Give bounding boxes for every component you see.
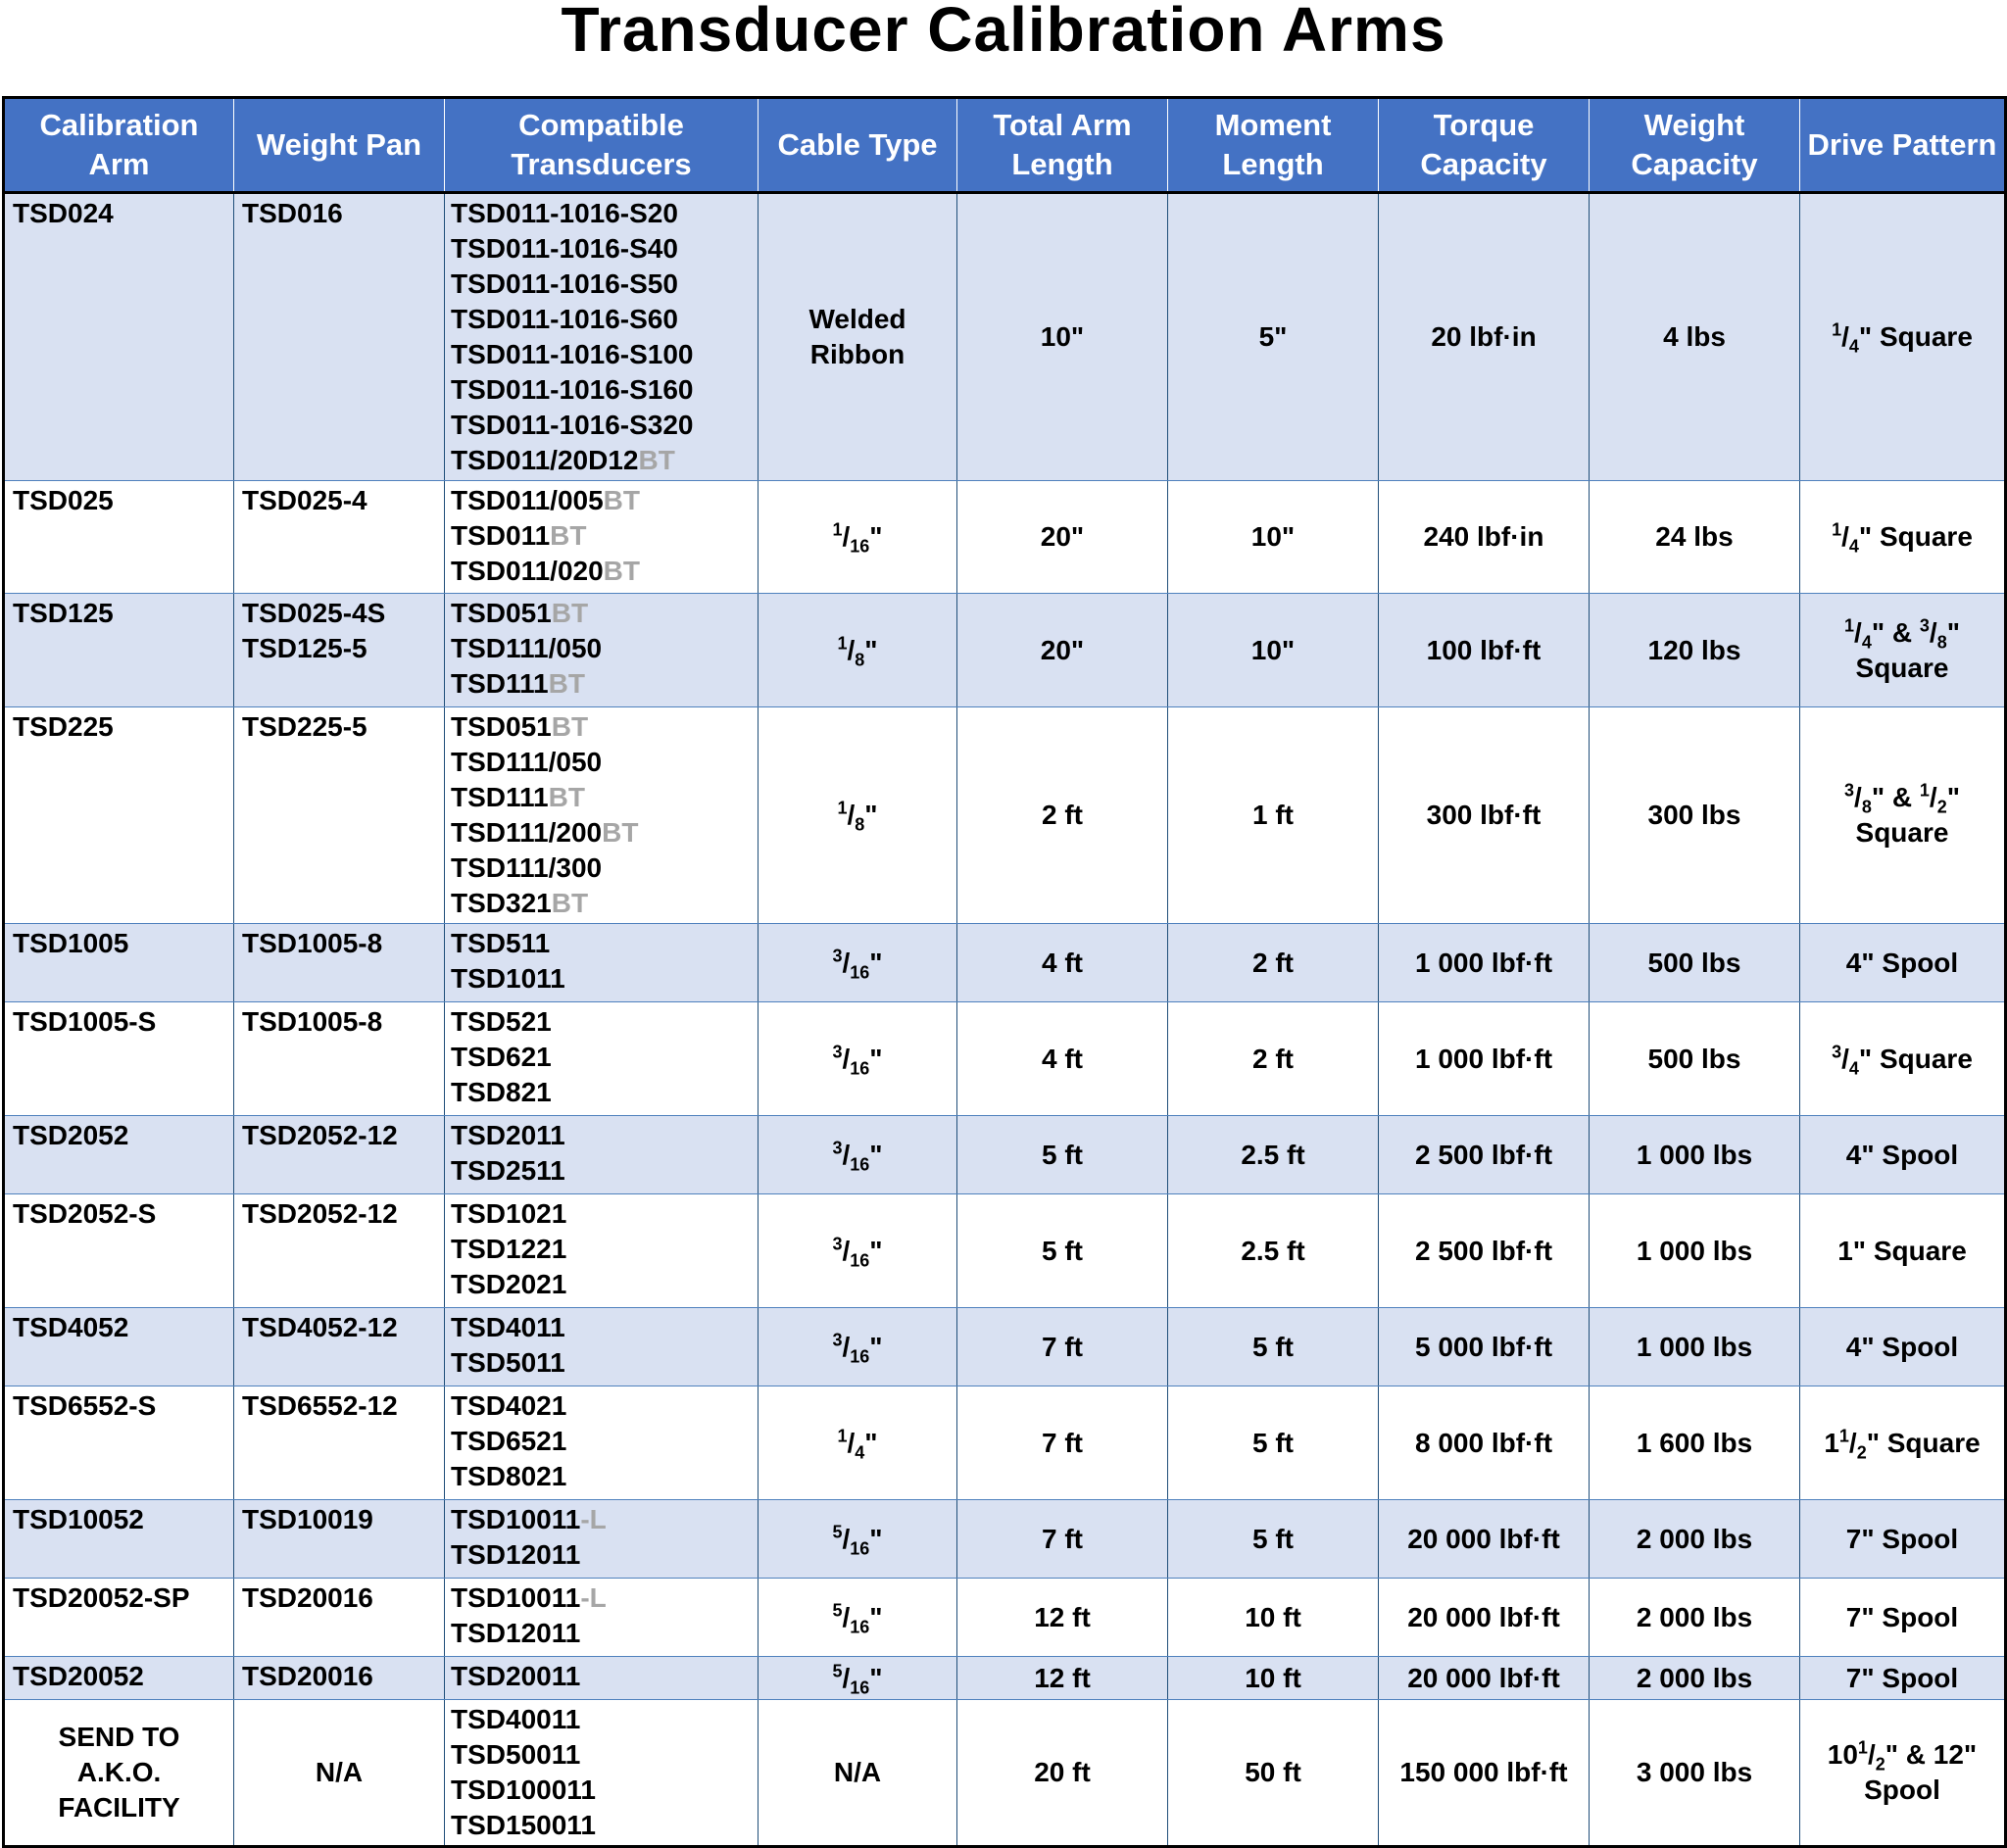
cell-weight-pan: TSD025-4 — [234, 481, 445, 594]
cell-total-arm-length: 12 ft — [957, 1657, 1168, 1700]
cell-compatible-transducers — [445, 1579, 759, 1657]
table-row — [4, 1002, 2006, 1116]
cell-weight-pan: TSD6552-12 — [234, 1386, 445, 1500]
cell-weight-capacity: 2 000 lbs — [1590, 1500, 1800, 1579]
cell-drive-pattern: 4" Spool — [1800, 1116, 2006, 1194]
cell-weight-pan: TSD016 — [234, 193, 445, 481]
page-title: Transducer Calibration Arms — [561, 0, 1446, 65]
header-torque-capacity: Torque Capacity — [1379, 98, 1590, 193]
cell-total-arm-length: 7 ft — [957, 1500, 1168, 1579]
cell-calibration-arm: TSD4052 — [4, 1308, 234, 1386]
cell-weight-capacity: 2 000 lbs — [1590, 1657, 1800, 1700]
model-suffix: -L — [580, 1504, 607, 1534]
cell-compatible-transducers — [445, 1700, 759, 1847]
transducer-model: TSD011/20D12BT — [451, 445, 675, 475]
transducer-model: TSD100011 — [451, 1775, 596, 1805]
transducer-model: TSD011-1016-S60 — [451, 304, 678, 334]
model-suffix: BT — [602, 817, 639, 848]
transducer-model: TSD011-1016-S320 — [451, 410, 694, 440]
cell-moment-length: 2 ft — [1168, 924, 1379, 1002]
model-suffix: BT — [551, 711, 589, 742]
cell-torque-capacity: 20 000 lbf·ft — [1379, 1579, 1590, 1657]
transducer-model: TSD621 — [451, 1042, 552, 1072]
transducer-model: TSD111/200BT — [451, 817, 639, 848]
transducer-model: TSD511 — [451, 928, 551, 958]
cell-torque-capacity: 150 000 lbf·ft — [1379, 1700, 1590, 1847]
transducer-model: TSD5011 — [451, 1347, 565, 1378]
cell-weight-pan: TSD4052-12 — [234, 1308, 445, 1386]
cell-calibration-arm: TSD1005-S — [4, 1002, 234, 1116]
transducer-model: TSD011/005BT — [451, 485, 640, 515]
transducer-model: TSD051BT — [451, 598, 589, 628]
cell-weight-pan: TSD225-5 — [234, 707, 445, 924]
cell-moment-length: 5 ft — [1168, 1308, 1379, 1386]
model-suffix: BT — [551, 598, 589, 628]
cell-torque-capacity: 240 lbf·in — [1379, 481, 1590, 594]
cell-weight-pan: TSD025-4S TSD125-5 — [234, 594, 445, 707]
cell-compatible-transducers — [445, 594, 759, 707]
cell-compatible-transducers — [445, 1500, 759, 1579]
transducer-model: TSD150011 — [451, 1810, 596, 1840]
model-suffix: BT — [548, 782, 585, 812]
table-row — [4, 924, 2006, 1002]
cell-calibration-arm: TSD20052 — [4, 1657, 234, 1700]
transducer-model: TSD1011 — [451, 963, 565, 994]
cell-total-arm-length: 20 ft — [957, 1700, 1168, 1847]
model-suffix: BT — [603, 485, 640, 515]
transducer-model: TSD12011 — [451, 1539, 581, 1570]
transducer-model: TSD011-1016-S50 — [451, 268, 678, 299]
table-row — [4, 1657, 2006, 1700]
table-row — [4, 1579, 2006, 1657]
header-total-arm-length: Total Arm Length — [957, 98, 1168, 193]
transducer-model: TSD10011-L — [451, 1504, 607, 1534]
table-row — [4, 1116, 2006, 1194]
header-cable-type: Cable Type — [759, 98, 957, 193]
transducer-model: TSD12011 — [451, 1618, 581, 1648]
cell-total-arm-length: 4 ft — [957, 1002, 1168, 1116]
cell-torque-capacity: 2 500 lbf·ft — [1379, 1116, 1590, 1194]
cell-cable-type: $^1/_8$" — [759, 707, 957, 924]
transducer-model: TSD821 — [451, 1077, 552, 1107]
transducer-model: TSD20011 — [451, 1661, 581, 1691]
transducer-model: TSD111/050 — [451, 633, 603, 663]
cell-total-arm-length: 20" — [957, 481, 1168, 594]
cell-drive-pattern: $^3/_8$" & $^1/_2$" Square — [1800, 707, 2006, 924]
cell-total-arm-length: 7 ft — [957, 1308, 1168, 1386]
cell-moment-length: 5 ft — [1168, 1386, 1379, 1500]
cell-moment-length: 2 ft — [1168, 1002, 1379, 1116]
cell-weight-capacity: 1 000 lbs — [1590, 1116, 1800, 1194]
cell-moment-length: 2.5 ft — [1168, 1116, 1379, 1194]
cell-cable-type: $^3/_{16}$" — [759, 1002, 957, 1116]
cell-cable-type: $^5/_{16}$" — [759, 1657, 957, 1700]
cell-compatible-transducers — [445, 1194, 759, 1308]
cell-calibration-arm: TSD225 — [4, 707, 234, 924]
table-row — [4, 481, 2006, 594]
cell-moment-length: 10" — [1168, 481, 1379, 594]
table-row — [4, 1500, 2006, 1579]
cell-torque-capacity: 100 lbf·ft — [1379, 594, 1590, 707]
cell-calibration-arm: TSD2052-S — [4, 1194, 234, 1308]
transducer-model: TSD051BT — [451, 711, 589, 742]
table-row — [4, 594, 2006, 707]
cell-compatible-transducers — [445, 193, 759, 481]
cell-total-arm-length: 12 ft — [957, 1579, 1168, 1657]
cell-calibration-arm: TSD20052-SP — [4, 1579, 234, 1657]
cell-cable-type: $^1/_4$" — [759, 1386, 957, 1500]
transducer-model: TSD1221 — [451, 1234, 567, 1264]
cell-weight-pan: TSD10019 — [234, 1500, 445, 1579]
cell-weight-pan: TSD2052-12 — [234, 1116, 445, 1194]
cell-torque-capacity: 20 000 lbf·ft — [1379, 1657, 1590, 1700]
transducer-model: TSD6521 — [451, 1426, 567, 1456]
cell-torque-capacity: 8 000 lbf·ft — [1379, 1386, 1590, 1500]
cell-torque-capacity: 1 000 lbf·ft — [1379, 1002, 1590, 1116]
cell-drive-pattern: $10^1/_2$" & 12" Spool — [1800, 1700, 2006, 1847]
cell-drive-pattern: $1^1/_2$" Square — [1800, 1386, 2006, 1500]
cell-weight-pan: TSD20016 — [234, 1657, 445, 1700]
cell-drive-pattern: 4" Spool — [1800, 1308, 2006, 1386]
header-weight-capacity: Weight Capacity — [1590, 98, 1800, 193]
cell-calibration-arm: SEND TO A.K.O. FACILITY — [4, 1700, 234, 1847]
cell-torque-capacity: 20 lbf·in — [1379, 193, 1590, 481]
cell-weight-capacity: 24 lbs — [1590, 481, 1800, 594]
cell-weight-pan: TSD1005-8 — [234, 924, 445, 1002]
cell-calibration-arm: TSD2052 — [4, 1116, 234, 1194]
cell-drive-pattern: 1" Square — [1800, 1194, 2006, 1308]
transducer-model: TSD011-1016-S40 — [451, 233, 678, 264]
calibration-arms-table — [2, 96, 2007, 1848]
cell-compatible-transducers — [445, 924, 759, 1002]
cell-cable-type: $^5/_{16}$" — [759, 1579, 957, 1657]
cell-compatible-transducers — [445, 1002, 759, 1116]
transducer-model: TSD2011 — [451, 1120, 565, 1150]
cell-weight-capacity: 500 lbs — [1590, 924, 1800, 1002]
cell-cable-type: $^3/_{16}$" — [759, 924, 957, 1002]
table-row — [4, 193, 2006, 481]
cell-compatible-transducers — [445, 1386, 759, 1500]
cell-cable-type: $^3/_{16}$" — [759, 1194, 957, 1308]
cell-weight-capacity: 1 000 lbs — [1590, 1308, 1800, 1386]
cell-torque-capacity: 20 000 lbf·ft — [1379, 1500, 1590, 1579]
model-suffix: BT — [603, 556, 640, 586]
cell-torque-capacity: 5 000 lbf·ft — [1379, 1308, 1590, 1386]
cell-cable-type: $^3/_{16}$" — [759, 1116, 957, 1194]
cell-calibration-arm: TSD025 — [4, 481, 234, 594]
cell-cable-type: $^1/_8$" — [759, 594, 957, 707]
cell-moment-length: 2.5 ft — [1168, 1194, 1379, 1308]
cell-moment-length: 10 ft — [1168, 1657, 1379, 1700]
transducer-model: TSD1021 — [451, 1198, 567, 1229]
transducer-model: TSD4011 — [451, 1312, 565, 1342]
cell-moment-length: 10 ft — [1168, 1579, 1379, 1657]
cell-weight-capacity: 120 lbs — [1590, 594, 1800, 707]
cell-calibration-arm: TSD024 — [4, 193, 234, 481]
table-body — [4, 193, 2006, 1847]
cell-moment-length: 10" — [1168, 594, 1379, 707]
cell-cable-type: N/A — [759, 1700, 957, 1847]
model-suffix: BT — [638, 445, 675, 475]
cell-moment-length: 50 ft — [1168, 1700, 1379, 1847]
transducer-model: TSD111BT — [451, 668, 585, 699]
cell-weight-capacity: 4 lbs — [1590, 193, 1800, 481]
cell-total-arm-length: 2 ft — [957, 707, 1168, 924]
cell-compatible-transducers — [445, 1116, 759, 1194]
model-suffix: BT — [550, 520, 587, 551]
cell-calibration-arm: TSD125 — [4, 594, 234, 707]
cell-moment-length: 5 ft — [1168, 1500, 1379, 1579]
model-suffix: -L — [580, 1582, 607, 1613]
cell-drive-pattern: 7" Spool — [1800, 1579, 2006, 1657]
calibration-arms-table-wrapper — [2, 96, 2004, 1848]
cell-drive-pattern: 4" Spool — [1800, 924, 2006, 1002]
table-row — [4, 1700, 2006, 1847]
cell-moment-length: 1 ft — [1168, 707, 1379, 924]
cell-drive-pattern: $^1/_4$" & $^3/_8$" Square — [1800, 594, 2006, 707]
cell-moment-length: 5" — [1168, 193, 1379, 481]
header-drive-pattern: Drive Pattern — [1800, 98, 2006, 193]
transducer-model: TSD8021 — [451, 1461, 567, 1491]
cell-calibration-arm: TSD10052 — [4, 1500, 234, 1579]
cell-calibration-arm: TSD6552-S — [4, 1386, 234, 1500]
cell-calibration-arm: TSD1005 — [4, 924, 234, 1002]
model-suffix: BT — [551, 888, 589, 918]
cell-compatible-transducers — [445, 1657, 759, 1700]
transducer-model: TSD40011 — [451, 1704, 581, 1734]
cell-drive-pattern: $^1/_4$" Square — [1800, 481, 2006, 594]
header-calibration-arm: Calibration Arm — [4, 98, 234, 193]
cell-compatible-transducers — [445, 1308, 759, 1386]
cell-weight-capacity: 1 600 lbs — [1590, 1386, 1800, 1500]
table-row — [4, 1386, 2006, 1500]
cell-total-arm-length: 20" — [957, 594, 1168, 707]
cell-weight-pan: TSD2052-12 — [234, 1194, 445, 1308]
cell-compatible-transducers — [445, 707, 759, 924]
transducer-model: TSD321BT — [451, 888, 589, 918]
cell-drive-pattern: 7" Spool — [1800, 1500, 2006, 1579]
transducer-model: TSD521 — [451, 1006, 552, 1037]
transducer-model: TSD011-1016-S20 — [451, 198, 678, 228]
transducer-model: TSD011-1016-S100 — [451, 339, 694, 369]
transducer-model: TSD50011 — [451, 1739, 581, 1770]
cell-torque-capacity: 2 500 lbf·ft — [1379, 1194, 1590, 1308]
cell-drive-pattern: $^3/_4$" Square — [1800, 1002, 2006, 1116]
table-row — [4, 1194, 2006, 1308]
cell-torque-capacity: 300 lbf·ft — [1379, 707, 1590, 924]
cell-drive-pattern: 7" Spool — [1800, 1657, 2006, 1700]
transducer-model: TSD111/300 — [451, 852, 603, 883]
cell-weight-pan: N/A — [234, 1700, 445, 1847]
cell-compatible-transducers — [445, 481, 759, 594]
transducer-model: TSD011BT — [451, 520, 587, 551]
cell-total-arm-length: 10" — [957, 193, 1168, 481]
cell-total-arm-length: 7 ft — [957, 1386, 1168, 1500]
cell-weight-capacity: 300 lbs — [1590, 707, 1800, 924]
cell-weight-pan: TSD1005-8 — [234, 1002, 445, 1116]
transducer-model: TSD111BT — [451, 782, 585, 812]
transducer-model: TSD2511 — [451, 1155, 565, 1186]
table-row — [4, 1308, 2006, 1386]
cell-weight-capacity: 500 lbs — [1590, 1002, 1800, 1116]
cell-cable-type: Welded Ribbon — [759, 193, 957, 481]
cell-total-arm-length: 5 ft — [957, 1116, 1168, 1194]
table-row — [4, 707, 2006, 924]
cell-torque-capacity: 1 000 lbf·ft — [1379, 924, 1590, 1002]
cell-cable-type: $^5/_{16}$" — [759, 1500, 957, 1579]
transducer-model: TSD2021 — [451, 1269, 567, 1299]
cell-cable-type: $^1/_{16}$" — [759, 481, 957, 594]
transducer-model: TSD011-1016-S160 — [451, 374, 694, 405]
cell-weight-capacity: 2 000 lbs — [1590, 1579, 1800, 1657]
transducer-model: TSD10011-L — [451, 1582, 607, 1613]
model-suffix: BT — [548, 668, 585, 699]
header-compatible-transducers: Compatible Transducers — [445, 98, 759, 193]
header-row — [4, 98, 2006, 193]
header-moment-length: Moment Length — [1168, 98, 1379, 193]
transducer-model: TSD111/050 — [451, 747, 603, 777]
cell-total-arm-length: 4 ft — [957, 924, 1168, 1002]
cell-weight-pan: TSD20016 — [234, 1579, 445, 1657]
cell-weight-capacity: 3 000 lbs — [1590, 1700, 1800, 1847]
cell-total-arm-length: 5 ft — [957, 1194, 1168, 1308]
cell-cable-type: $^3/_{16}$" — [759, 1308, 957, 1386]
cell-drive-pattern: $^1/_4$" Square — [1800, 193, 2006, 481]
transducer-model: TSD4021 — [451, 1390, 567, 1421]
cell-weight-capacity: 1 000 lbs — [1590, 1194, 1800, 1308]
transducer-model: TSD011/020BT — [451, 556, 640, 586]
header-weight-pan: Weight Pan — [234, 98, 445, 193]
